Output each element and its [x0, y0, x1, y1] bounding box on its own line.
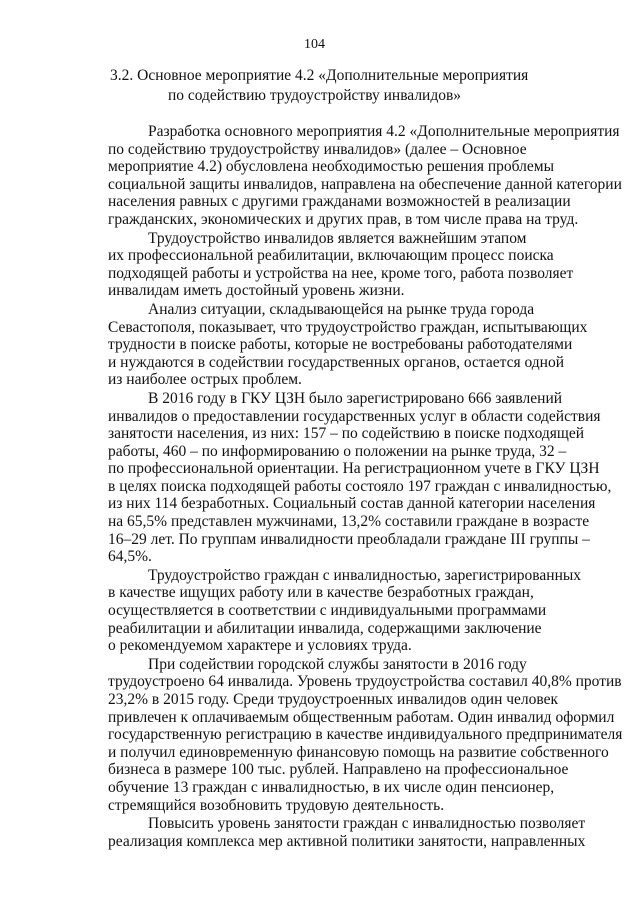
- text-line: гражданских, экономических и других прав, в том числе права на труд.: [108, 210, 579, 228]
- text-line: социальной защиты инвалидов, направлена на обеспечение данной категории: [108, 175, 622, 193]
- text-line: занятости населения, из них: 157 – по содействию в поиске подходящей: [108, 425, 584, 443]
- page-number: 104: [304, 37, 325, 52]
- text-line: привлечен к оплачиваемым общественным работам. Один инвалид оформил: [108, 708, 615, 726]
- text-line: Разработка основного мероприятия 4.2 «Дополнительные мероприятия: [148, 123, 620, 140]
- text-line: из наиболее острых проблем.: [108, 371, 302, 389]
- text-line: работы, 460 – по информированию о положении на рынке труда, 32 –: [108, 442, 567, 460]
- text-line: бизнеса в размере 100 тыс. рублей. Направлено на профессиональное: [108, 761, 569, 779]
- text-line: стремящийся возобновить трудовую деятельность.: [108, 796, 445, 814]
- text-line: государственную регистрацию в качестве индивидуального предпринимателя: [108, 726, 623, 744]
- text-line: Трудоустройство инвалидов является важнейшим этапом: [148, 229, 527, 247]
- paragraph: [108, 389, 612, 566]
- text-line: по профессиональной ориентации. На регистрационном учете в ГКУ ЦЗН: [108, 460, 600, 478]
- text-line: в целях поиска подходящей работы состояло 197 граждан с инвалидностью,: [108, 477, 612, 495]
- paragraph: [108, 655, 623, 814]
- body-text: [108, 123, 623, 850]
- text-line: Повысить уровень занятости граждан с инвалидностью позволяет: [148, 815, 586, 833]
- text-line: 16–29 лет. По группам инвалидности преобладали граждане III группы –: [108, 530, 590, 548]
- text-line: реализация комплекса мер активной политики занятости, направленных: [108, 832, 586, 850]
- text-line: осуществляется в соответствии с индивидуальными программами: [108, 602, 547, 620]
- text-line: трудоустроено 64 инвалида. Уровень трудоустройства составил 40,8% против: [108, 673, 622, 691]
- text-line: о рекомендуемом характере и условиях труда.: [108, 637, 412, 655]
- text-line: населения равных с другими гражданами возможностей в реализации: [108, 193, 571, 211]
- text-line: мероприятие 4.2) обусловлена необходимостью решения проблемы: [108, 158, 554, 176]
- section-title: [110, 66, 529, 105]
- paragraph: [108, 229, 574, 300]
- text-line: и получил единовременную финансовую помощь на развитие собственного: [108, 743, 609, 761]
- paragraph: [108, 566, 582, 655]
- text-line: их профессиональной реабилитации, включающим процесс поиска: [108, 247, 554, 265]
- text-line: инвалидам иметь достойный уровень жизни.: [108, 282, 405, 300]
- text-line: инвалидов о предоставлении государственных услуг в области содействия: [108, 407, 601, 425]
- text-line: Севастополя, показывает, что трудоустройство граждан, испытывающих: [108, 318, 588, 336]
- text-line: подходящей работы и устройства на нее, кроме того, работа позволяет: [108, 264, 574, 282]
- text-line: по содействию трудоустройству инвалидов» (далее – Основное: [108, 140, 527, 158]
- paragraph: [108, 123, 622, 229]
- text-line: При содействии городской службы занятости в 2016 году: [148, 655, 527, 673]
- text-line: в качестве ищущих работу или в качестве безработных граждан,: [108, 584, 534, 602]
- text-line: 23,2% в 2015 году. Среди трудоустроенных инвалидов один человек: [108, 691, 559, 708]
- text-line: реабилитации и абилитации инвалида, содержащими заключение: [108, 619, 542, 637]
- text-line: и нуждаются в содействии государственных органов, остается одной: [108, 353, 565, 371]
- paragraph: [108, 815, 586, 850]
- section-title-line: по содействию трудоустройству инвалидов»: [167, 86, 462, 104]
- text-line: Анализ ситуации, складывающейся на рынке труда города: [148, 300, 535, 318]
- text-line: обучение 13 граждан с инвалидностью, в их числе один пенсионер,: [108, 778, 555, 796]
- text-line: из них 114 безработных. Социальный состав данной категории населения: [108, 495, 596, 513]
- paragraph: [108, 300, 588, 389]
- text-line: на 65,5% представлен мужчинами, 13,2% составили граждане в возрасте: [108, 513, 590, 531]
- text-line: Трудоустройство граждан с инвалидностью, зарегистрированных: [148, 566, 582, 584]
- section-title-line: 3.2. Основное мероприятие 4.2 «Дополнительные мероприятия: [110, 67, 529, 84]
- text-line: 64,5%.: [108, 548, 152, 566]
- text-line: трудности в поиске работы, которые не востребованы работодателями: [108, 336, 573, 354]
- text-line: В 2016 году в ГКУ ЦЗН было зарегистрировано 666 заявлений: [148, 389, 563, 407]
